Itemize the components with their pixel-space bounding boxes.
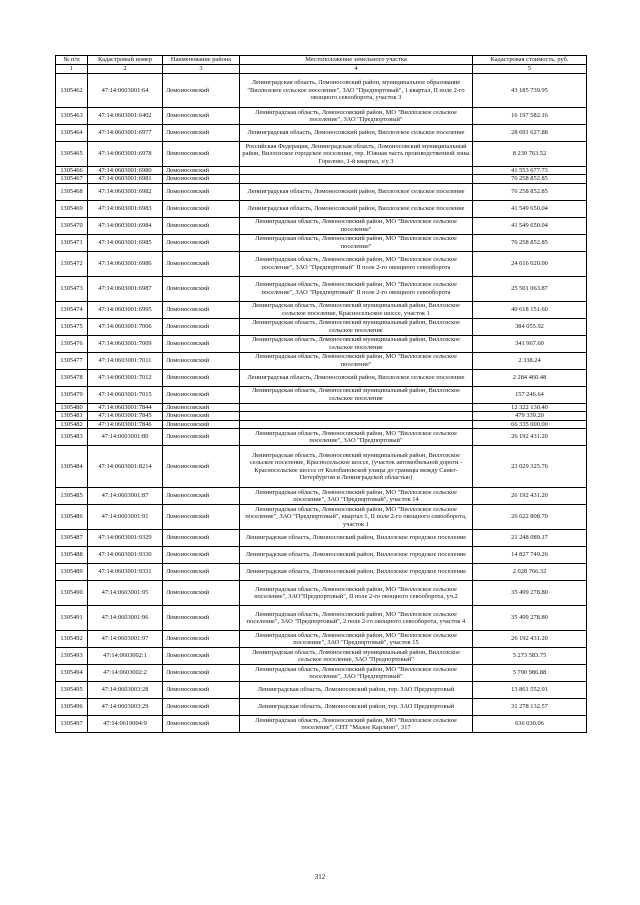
cadastral-value: 28 691 627.88 [473, 125, 587, 142]
cadastral-value: 8 230 763.52 [473, 142, 587, 167]
district-name: Ломоносовский [163, 352, 240, 369]
district-name: Ломоносовский [163, 217, 240, 234]
row-index: 1305476 [56, 335, 88, 352]
district-name: Ломоносовский [163, 581, 240, 606]
land-location: Ленинградская область, Ломоносовский район, МО "Виллозское сельское поселение", ЗАО "Предпортовый" [240, 429, 473, 446]
cadastral-value: 35 499 278.80 [473, 606, 587, 631]
cadastral-value: 41 553 677.73 [473, 167, 587, 175]
table-row [56, 108, 587, 125]
land-location: Ленинградская область, Ломоносовский район, Виллозское городское поселение [240, 564, 473, 581]
header-index: № п/п [56, 56, 88, 65]
land-location: Ленинградская область, Ломоносовский район, муниципальное образование "Виллозское сельское поселение", ЗАО "Предпортовый", 1 квартал, II поле 2-го овощного севооборота, участок 3 [240, 74, 473, 108]
row-index: 1305485 [56, 488, 88, 505]
land-location: Ленинградская область, Ломоносовский муниципальный район, Виллозское сельское поселение [240, 318, 473, 335]
cadastral-value: 2 338.24 [473, 352, 587, 369]
cadastral-number: 47:14:0603001:6987 [88, 276, 163, 301]
table-row [56, 488, 587, 505]
district-name: Ломоносовский [163, 530, 240, 547]
column-number: 1 [56, 65, 88, 74]
district-name: Ломоносовский [163, 301, 240, 318]
cadastral-number: 47:14:0603001:80 [88, 429, 163, 446]
row-index: 1305468 [56, 183, 88, 200]
cadastral-number: 47:14:0603001:6995 [88, 301, 163, 318]
district-name: Ломоносовский [163, 276, 240, 301]
district-name: Ломоносовский [163, 108, 240, 125]
row-index: 1305477 [56, 352, 88, 369]
cadastral-value: 76 258 852.85 [473, 175, 587, 183]
land-location: Ленинградская область, Ломоносовский район, МО "Виллозское сельское поселение" [240, 217, 473, 234]
cadastral-number: 47:14:0603001:9329 [88, 530, 163, 547]
page-number: 312 [314, 873, 326, 881]
table-row [56, 429, 587, 446]
row-index: 1305479 [56, 386, 88, 403]
table-row [56, 420, 587, 428]
cadastral-value: 26 192 431.20 [473, 631, 587, 648]
district-name: Ломоносовский [163, 547, 240, 564]
district-name: Ломоносовский [163, 142, 240, 167]
row-index: 1305484 [56, 446, 88, 488]
table-row [56, 183, 587, 200]
cadastral-value-table [55, 55, 587, 733]
district-name: Ломоносовский [163, 564, 240, 581]
row-index: 1305486 [56, 505, 88, 530]
cadastral-value: 41 549 650.04 [473, 200, 587, 217]
row-index: 1305494 [56, 665, 88, 682]
cadastral-number: 47:14:0603001:8214 [88, 446, 163, 488]
district-name: Ломоносовский [163, 386, 240, 403]
district-name: Ломоносовский [163, 318, 240, 335]
land-location: Ленинградская область, Ломоносовский муниципальный район, Виллозское сельское поселение [240, 335, 473, 352]
column-number: 2 [88, 65, 163, 74]
district-name: Ломоносовский [163, 682, 240, 699]
district-name: Ломоносовский [163, 631, 240, 648]
cadastral-number: 47:14:0619004:9 [88, 716, 163, 733]
row-index: 1305478 [56, 369, 88, 386]
table-row [56, 335, 587, 352]
cadastral-number: 47:14:0603002:2 [88, 665, 163, 682]
table-row [56, 276, 587, 301]
district-name: Ломоносовский [163, 175, 240, 183]
column-number: 3 [163, 65, 240, 74]
cadastral-value: 40 618 151.60 [473, 301, 587, 318]
table-row [56, 716, 587, 733]
table-body [56, 74, 587, 733]
cadastral-number: 47:14:0603001:7845 [88, 412, 163, 420]
land-location: Ленинградская область, Ломоносовский район, Виллозское городское поселение [240, 547, 473, 564]
land-location: Ленинградская область, Ломоносовский район, Виллозское сельское поселение [240, 369, 473, 386]
table-row [56, 217, 587, 234]
cadastral-number: 47:14:0603001:6985 [88, 234, 163, 251]
row-index: 1305462 [56, 74, 88, 108]
row-index: 1305473 [56, 276, 88, 301]
land-location: Ленинградская область, Ломоносовский муниципальный район, Виллозское сельское поселение, Красносельское шоссе, (участок автомобильной дороги - Красносельское шоссе от Колобановской улицы до границы между Санкт-Петербургом и Ленинградской областью) [240, 446, 473, 488]
cadastral-number: 47:14:0603001:97 [88, 631, 163, 648]
cadastral-number: 47:14:0603001:7009 [88, 335, 163, 352]
land-location: Ленинградская область, Ломоносовский район, тер. ЗАО Предпортовый [240, 682, 473, 699]
row-index: 1305483 [56, 429, 88, 446]
cadastral-value: 14 827 749.26 [473, 547, 587, 564]
district-name: Ломоносовский [163, 699, 240, 716]
cadastral-value: 479 339.20 [473, 412, 587, 420]
land-location: Ленинградская область, Ломоносовский район, Виллозское сельское поселение [240, 125, 473, 142]
table-row [56, 352, 587, 369]
district-name: Ломоносовский [163, 488, 240, 505]
district-name: Ломоносовский [163, 648, 240, 665]
row-index: 1305475 [56, 318, 88, 335]
table-header [56, 56, 587, 74]
cadastral-number: 47:14:0603001:6981 [88, 175, 163, 183]
land-location: Ленинградская область, Ломоносовский муниципальный район, Виллозское сельское поселение, ЗАО "Предпортовый" [240, 648, 473, 665]
district-name: Ломоносовский [163, 446, 240, 488]
district-name: Ломоносовский [163, 167, 240, 175]
row-index: 1305488 [56, 547, 88, 564]
district-name: Ломоносовский [163, 716, 240, 733]
row-index: 1305495 [56, 682, 88, 699]
cadastral-value: 2 284 460.48 [473, 369, 587, 386]
row-index: 1305463 [56, 108, 88, 125]
land-location: Ленинградская область, Ломоносовский район, МО "Виллозское сельское поселение", ЗАО "Предпортовый", 2 поле 2-го овощного севооборота, участок 4 [240, 606, 473, 631]
column-number: 4 [240, 65, 473, 74]
land-location: Ленинградская область, Ломоносовский район, МО "Виллозское сельское поселение", ЗАО "Предпортовый", квартал 1, II поле 2-го овощного севооборота, участок 1 [240, 505, 473, 530]
table-row [56, 234, 587, 251]
district-name: Ломоносовский [163, 200, 240, 217]
table-row [56, 648, 587, 665]
cadastral-value: 76 258 852.85 [473, 183, 587, 200]
cadastral-value: 21 248 089.17 [473, 530, 587, 547]
cadastral-value: 341 967.60 [473, 335, 587, 352]
land-location: Ленинградская область, Ломоносовский район, МО "Виллозское сельское поселение", ЗАО "Предпортовый" [240, 665, 473, 682]
table-row [56, 369, 587, 386]
land-location: Ленинградская область, Ломоносовский район, МО "Виллозское сельское поселение" [240, 234, 473, 251]
cadastral-number: 47:14:0603001:95 [88, 581, 163, 606]
row-index: 1305465 [56, 142, 88, 167]
row-index: 1305480 [56, 403, 88, 411]
table-row [56, 125, 587, 142]
cadastral-number: 47:14:0603001:7011 [88, 352, 163, 369]
row-index: 1305469 [56, 200, 88, 217]
row-index: 1305467 [56, 175, 88, 183]
land-location [240, 412, 473, 420]
land-location: Ленинградская область, Ломоносовский муниципальный район, Виллозское сельское поселение, Красносельское шоссе, участок 1 [240, 301, 473, 318]
table-row [56, 251, 587, 276]
cadastral-number: 47:14:0603001:6982 [88, 183, 163, 200]
cadastral-value: 31 278 132.57 [473, 699, 587, 716]
table-row [56, 412, 587, 420]
cadastral-value: 384 055.92 [473, 318, 587, 335]
cadastral-number: 47:14:0603001:7844 [88, 403, 163, 411]
cadastral-value: 13 861 552.01 [473, 682, 587, 699]
cadastral-number: 47:14:0603001:64 [88, 74, 163, 108]
row-index: 1305490 [56, 581, 88, 606]
table-row [56, 665, 587, 682]
district-name: Ломоносовский [163, 335, 240, 352]
land-location: Ленинградская область, Ломоносовский район, МО "Виллозское сельское поселение" [240, 352, 473, 369]
land-location: Российская Федерация, Ленинградская область, Ломоносовский муниципальный район, Виллозское городское поселение, тер. Южная часть производственной зоны Горелово, 1-й квартал, з/у 3 [240, 142, 473, 167]
table-row [56, 564, 587, 581]
row-index: 1305491 [56, 606, 88, 631]
table-row [56, 175, 587, 183]
row-index: 1305474 [56, 301, 88, 318]
land-location: Ленинградская область, Ломоносовский район, МО "Виллозское сельское поселение", ЗАО "Предпортовый" [240, 108, 473, 125]
row-index: 1305492 [56, 631, 88, 648]
row-index: 1305489 [56, 564, 88, 581]
district-name: Ломоносовский [163, 665, 240, 682]
land-location [240, 167, 473, 175]
table-row [56, 505, 587, 530]
header-cadastral-number: Кадастровый номер [88, 56, 163, 65]
table-row [56, 606, 587, 631]
cadastral-number: 47:14:0603001:6980 [88, 167, 163, 175]
column-number-row [56, 65, 587, 74]
document-page [55, 55, 586, 733]
row-index: 1305481 [56, 412, 88, 420]
cadastral-number: 47:14:0603003:28 [88, 682, 163, 699]
cadastral-number: 47:14:0603001:6402 [88, 108, 163, 125]
cadastral-value: 66 335 000.00 [473, 420, 587, 428]
district-name: Ломоносовский [163, 429, 240, 446]
cadastral-number: 47:14:0603001:87 [88, 488, 163, 505]
cadastral-number: 47:14:0603001:6978 [88, 142, 163, 167]
land-location: Ленинградская область, Ломоносовский район, Виллозское городское поселение [240, 530, 473, 547]
row-index: 1305496 [56, 699, 88, 716]
table-row [56, 547, 587, 564]
land-location: Ленинградская область, Ломоносовский район, МО "Виллозское сельское поселение", ЗАО "Предпортовый" II поле 2-го овощного севооборота [240, 251, 473, 276]
district-name: Ломоносовский [163, 234, 240, 251]
cadastral-value: 5 273 583.75 [473, 648, 587, 665]
cadastral-number: 47:14:0603001:7006 [88, 318, 163, 335]
cadastral-number: 47:14:0603001:7012 [88, 369, 163, 386]
row-index: 1305497 [56, 716, 88, 733]
table-row [56, 142, 587, 167]
table-row [56, 301, 587, 318]
cadastral-value: 26 192 431.20 [473, 429, 587, 446]
table-row [56, 167, 587, 175]
cadastral-number: 47:14:0603003:29 [88, 699, 163, 716]
cadastral-value: 25 501 063.87 [473, 276, 587, 301]
district-name: Ломоносовский [163, 412, 240, 420]
land-location: Ленинградская область, Ломоносовский район, МО "Виллозское сельское поселение", ЗАО "Предпортовый", участок 15 [240, 631, 473, 648]
cadastral-value: 43 185 739.95 [473, 74, 587, 108]
table-row [56, 699, 587, 716]
header-location: Местоположение земельного участка [240, 56, 473, 65]
cadastral-value: 41 549 650.04 [473, 217, 587, 234]
table-row [56, 74, 587, 108]
cadastral-number: 47:14:0603001:6986 [88, 251, 163, 276]
column-number: 5 [473, 65, 587, 74]
table-row [56, 530, 587, 547]
land-location: Ленинградская область, Ломоносовский район, МО "Виллозское сельское поселение", ЗАО "Предпортовый" II поле 2-го овощного севооборота [240, 276, 473, 301]
cadastral-value: 157 246.64 [473, 386, 587, 403]
district-name: Ломоносовский [163, 420, 240, 428]
district-name: Ломоносовский [163, 183, 240, 200]
table-row [56, 318, 587, 335]
row-index: 1305471 [56, 234, 88, 251]
land-location [240, 420, 473, 428]
table-row [56, 682, 587, 699]
row-index: 1305464 [56, 125, 88, 142]
land-location: Ленинградская область, Ломоносовский район, Виллозское сельское поселение [240, 200, 473, 217]
cadastral-value: 5 790 986.88 [473, 665, 587, 682]
land-location: Ленинградская область, Ломоносовский район, МО "Виллозское сельское поселение", ЗАО"Предпортовый", II поле 2-го овощного севооборота, уч.2 [240, 581, 473, 606]
land-location: Ленинградская область, Ломоносовский район, МО "Виллозское сельское поселение", ЗАО "Предпортовый", участок 14 [240, 488, 473, 505]
cadastral-number: 47:14:0603002:1 [88, 648, 163, 665]
row-index: 1305472 [56, 251, 88, 276]
land-location: Ленинградская область, Ломоносовский район, Виллозское сельское поселение [240, 183, 473, 200]
cadastral-number: 47:14:0603001:9330 [88, 547, 163, 564]
table-row [56, 403, 587, 411]
header-row [56, 56, 587, 65]
table-row [56, 386, 587, 403]
row-index: 1305487 [56, 530, 88, 547]
district-name: Ломоносовский [163, 369, 240, 386]
cadastral-value: 26 622 808.70 [473, 505, 587, 530]
row-index: 1305493 [56, 648, 88, 665]
cadastral-value: 16 197 582.16 [473, 108, 587, 125]
cadastral-value: 12 322 130.40 [473, 403, 587, 411]
land-location: Ленинградская область, Ломоносовский муниципальный район, Виллозское сельское поселение [240, 386, 473, 403]
district-name: Ломоносовский [163, 251, 240, 276]
district-name: Ломоносовский [163, 505, 240, 530]
table-row [56, 200, 587, 217]
district-name: Ломоносовский [163, 74, 240, 108]
cadastral-value: 76 258 852.85 [473, 234, 587, 251]
cadastral-number: 47:14:0603001:6977 [88, 125, 163, 142]
cadastral-number: 47:14:0603001:96 [88, 606, 163, 631]
district-name: Ломоносовский [163, 125, 240, 142]
cadastral-number: 47:14:0603001:7015 [88, 386, 163, 403]
cadastral-value: 2 028 766.32 [473, 564, 587, 581]
land-location [240, 403, 473, 411]
table-row [56, 581, 587, 606]
cadastral-value: 24 616 020.00 [473, 251, 587, 276]
cadastral-number: 47:14:0603001:6984 [88, 217, 163, 234]
land-location: Ленинградская область, Ломоносовский район, МО "Виллозское сельское поселение", СНТ "Малое Карлино", 317 [240, 716, 473, 733]
table-row [56, 631, 587, 648]
header-cadastral-value: Кадастровая стоимость, руб. [473, 56, 587, 65]
district-name: Ломоносовский [163, 403, 240, 411]
district-name: Ломоносовский [163, 606, 240, 631]
cadastral-value: 35 499 278.80 [473, 581, 587, 606]
cadastral-value: 636 030.06 [473, 716, 587, 733]
cadastral-value: 26 192 431.20 [473, 488, 587, 505]
cadastral-number: 47:14:0603001:7846 [88, 420, 163, 428]
row-index: 1305466 [56, 167, 88, 175]
cadastral-number: 47:14:0603001:91 [88, 505, 163, 530]
row-index: 1305482 [56, 420, 88, 428]
header-district: Наименование района [163, 56, 240, 65]
row-index: 1305470 [56, 217, 88, 234]
land-location [240, 175, 473, 183]
cadastral-number: 47:14:0603001:9331 [88, 564, 163, 581]
cadastral-value: 23 029 325.76 [473, 446, 587, 488]
cadastral-number: 47:14:0603001:6983 [88, 200, 163, 217]
land-location: Ленинградская область, Ломоносовский район, тер. ЗАО Предпортовый [240, 699, 473, 716]
table-row [56, 446, 587, 488]
